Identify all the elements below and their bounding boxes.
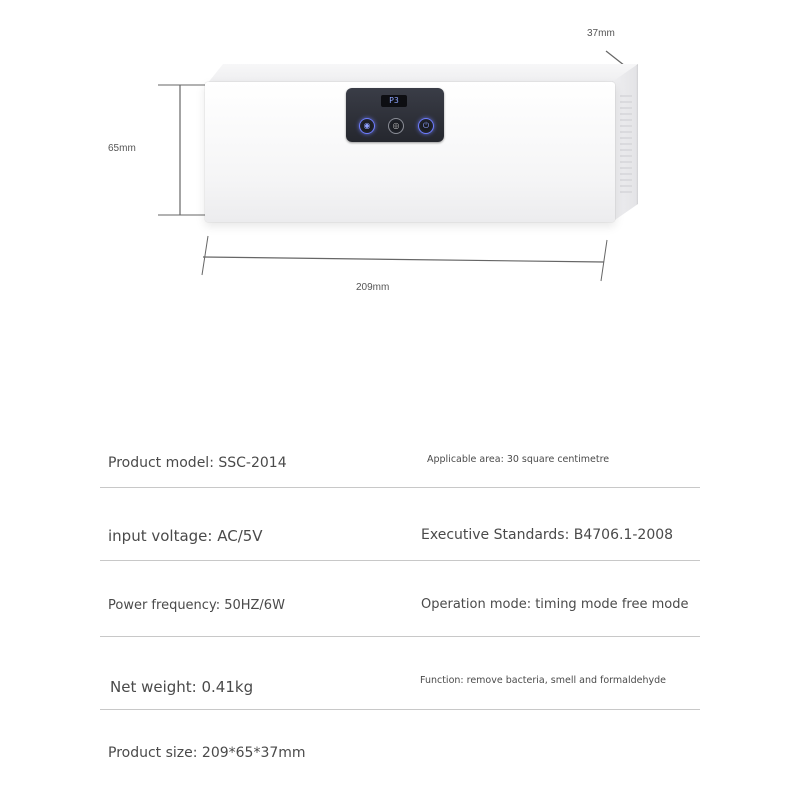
spec-row bbox=[100, 432, 700, 488]
spec-function: Function: remove bacteria, smell and formaldehyde bbox=[420, 675, 667, 686]
width-dimension-line bbox=[203, 257, 604, 262]
height-label: 65mm bbox=[108, 143, 136, 154]
spec-product-size: Product size: 209*65*37mm bbox=[108, 745, 306, 761]
mode-display: P3 bbox=[381, 95, 407, 107]
device-top-face bbox=[207, 64, 638, 84]
control-panel bbox=[346, 88, 444, 142]
side-vent bbox=[620, 95, 632, 195]
power-icon: ⏻ bbox=[418, 118, 434, 134]
width-right-tick bbox=[601, 240, 607, 281]
spec-power-frequency: Power frequency: 50HZ/6W bbox=[108, 598, 285, 613]
depth-label: 37mm bbox=[587, 28, 615, 39]
spec-row bbox=[100, 637, 700, 710]
spec-net-weight: Net weight: 0.41kg bbox=[110, 678, 254, 696]
width-label: 209mm bbox=[356, 282, 390, 293]
spec-product-model: Product model: SSC-2014 bbox=[108, 455, 287, 471]
spec-input-voltage: input voltage: AC/5V bbox=[108, 527, 263, 545]
width-left-tick bbox=[202, 236, 208, 275]
spec-row bbox=[100, 710, 700, 782]
mode-circle-icon: ◎ bbox=[388, 118, 404, 134]
spec-executive-standards: Executive Standards: B4706.1-2008 bbox=[421, 527, 674, 543]
product-illustration bbox=[0, 0, 800, 310]
spec-operation-mode: Operation mode: timing mode free mode bbox=[421, 597, 689, 612]
spec-row bbox=[100, 488, 700, 561]
spec-table bbox=[100, 432, 700, 782]
spec-row bbox=[100, 561, 700, 637]
spec-applicable-area: Applicable area: 30 square centimetre bbox=[427, 454, 610, 465]
power-circle-icon: ◉ bbox=[359, 118, 375, 134]
